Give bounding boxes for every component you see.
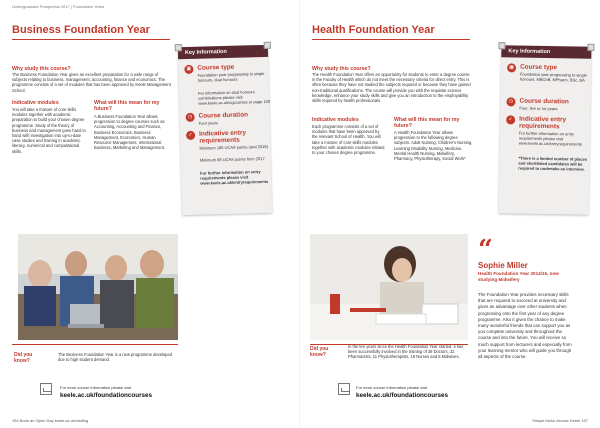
more-info-label: For more course information please visit xyxy=(60,385,132,390)
quote-role: Health Foundation Year 2014/15, now studying Midwifery xyxy=(478,271,559,282)
did-you-know-heading: Did you know? xyxy=(14,352,33,364)
modules-heading: Indicative modules xyxy=(312,117,359,123)
course-type-title: Course type xyxy=(520,63,558,72)
quote-name: Sophie Miller xyxy=(478,261,528,270)
key-information-card xyxy=(499,45,592,215)
entry-requirements-text: For further information on entry requirements please visit www.keele.ac.uk/entryrequirements xyxy=(518,130,582,147)
course-duration-title: Course duration xyxy=(519,97,569,106)
future-body: A Business Foundation Year allows progression to degree courses such as Accounting, Accounting and Finance, Business Economics, Business Management, Economics, Human Resource Management, International Business, Marketing and Management. xyxy=(94,114,165,151)
why-body: The Health Foundation Year offers an opportunity for students to enter a degree course in the Faculty of Health which do not meet the necessary criteria for direct entry. This is often because they have not studied the subjects required or because they have gained non-traditional qualifications. The course will provide you with the requisite science knowledge, enhance your study skills and give you an introduction to the employability skills required by health professionals. xyxy=(312,72,471,104)
future-heading: What will this mean for my future? xyxy=(94,100,160,112)
did-you-know-heading: Did you know? xyxy=(310,346,329,358)
graduation-cap-icon: ▣ xyxy=(184,65,193,74)
did-you-know-text: In the ten years since the Health Foundation Year started, it has been successfully involved in the training of 38 Doctors, 32 Pharmacists, 11 Physiotherapists, 19 Nurses and 8 Midwives. xyxy=(348,344,464,360)
title-rule xyxy=(12,39,170,40)
tick-icon: ✓ xyxy=(506,115,515,124)
right-page xyxy=(300,0,600,428)
course-type-text-2: For information on dual honours combinations please visit www.keele.ac.uk/ugcourses or page 158 xyxy=(197,89,271,106)
running-head: Undergraduate Prospectus 2017 | Foundation Years xyxy=(12,4,105,9)
course-duration-title: Course duration xyxy=(198,111,249,120)
limited-places-note: *There is a limited number of places and shortlisted candidates will be required to undertake an interview. xyxy=(518,155,588,172)
student-photo-illustration xyxy=(310,234,468,340)
clock-icon: ◷ xyxy=(186,113,195,122)
entry-requirements-text-2: Minimum 68 UCAS points from 2017 xyxy=(199,155,265,163)
page-title: Health Foundation Year xyxy=(312,24,435,36)
future-heading: What will this mean for my future? xyxy=(394,117,460,129)
pin-icon xyxy=(175,44,182,51)
entry-requirements-text-3: For further information on entry requirements please visit www.keele.ac.uk/entryrequirements xyxy=(200,169,269,186)
course-duration-text: Four years xyxy=(198,120,218,126)
student-desk-photo xyxy=(310,234,468,340)
course-type-title: Course type xyxy=(197,63,235,72)
future-body: A Health Foundation Year allows progression to the following degree subjects: Adult Nursing, Children's Nursing, Learning Disability Nursing, Medicine, Mental Health Nursing, Midwifery, Pharmacy, Physiotherapy, Social Work* xyxy=(394,130,473,162)
clock-icon: ◷ xyxy=(506,97,515,106)
more-info-link[interactable]: keele.ac.uk/foundationcourses xyxy=(356,392,449,399)
key-information-header: Key Information xyxy=(501,45,591,59)
course-type-text: Foundation year progressing to single honours, MBChB, MPharm, BSc, BA xyxy=(519,71,587,83)
pin-icon xyxy=(264,42,271,49)
computer-icon xyxy=(338,383,350,395)
more-info-link[interactable]: keele.ac.uk/foundationcourses xyxy=(60,392,153,399)
course-type-text: Foundation year progressing to single honours, dual honours xyxy=(197,70,265,83)
key-information-header: Key Information xyxy=(178,45,268,59)
students-laptop-photo xyxy=(18,234,178,340)
graduation-cap-icon: ▣ xyxy=(507,63,516,72)
did-you-know-divider xyxy=(12,344,178,345)
students-photo-illustration xyxy=(18,234,178,340)
modules-body: Each programme consists of a set of modules that have been approved by the relevant School of Health. You will take a mixture of core skills modules together with academic modules related to your chosen degree programme. xyxy=(312,124,385,156)
why-heading: Why study this course? xyxy=(312,66,371,72)
key-information-card xyxy=(178,45,272,215)
title-rule xyxy=(312,39,470,40)
why-body: The Business Foundation Year gives an excellent preparation for a wide range of subjects relating to business, management, accounting, finance and economics. The programme consists of a set of modules that has been approved by Keele Management School. xyxy=(12,72,171,93)
modules-body: You will take a mixture of core skills modules together with academic preparation to build your chosen degree programme. Study of the theory of business and management goes hand in hand with investigation into up-to-date case studies and training in academic literacy, numerical and computational skills. xyxy=(12,107,86,154)
pin-icon xyxy=(498,42,505,49)
tick-icon: ✓ xyxy=(186,131,195,140)
course-duration-text: Four, five or six years xyxy=(519,105,558,112)
more-info-label: For more course information please visit xyxy=(356,385,428,390)
computer-icon xyxy=(40,383,52,395)
quote-text: The Foundation Year provides necessary skills that are required to succeed at university and gives an advantage over other students when progressing onto the first year of any degree programme. Also it gives the chance to make many wonderful friends that can support you as you complete university and throughout the course and into the future. You will receive so much support from lecturers and especially from your learning mentor who will guide you through all aspects of the course. xyxy=(478,292,572,360)
page-title: Business Foundation Year xyxy=(12,24,150,36)
page-footer: Simple tricks choose Keele 157 xyxy=(532,418,588,423)
modules-heading: Indicative modules xyxy=(12,100,59,106)
why-heading: Why study this course? xyxy=(12,66,71,72)
pin-icon xyxy=(587,44,594,51)
entry-requirements-text: Minimum 160 UCAS points (and 2016) xyxy=(199,143,268,151)
did-you-know-text: The Business Foundation Year is a new programme developed due to high student demand. xyxy=(58,352,173,363)
entry-requirements-title: Indicative entry requirements xyxy=(519,115,567,131)
quote-mark-icon: “ xyxy=(478,235,493,265)
page-footer: 154 Book an Open Day keele.ac.uk/visiting xyxy=(12,418,89,423)
entry-requirements-title: Indicative entry requirements xyxy=(199,129,247,145)
